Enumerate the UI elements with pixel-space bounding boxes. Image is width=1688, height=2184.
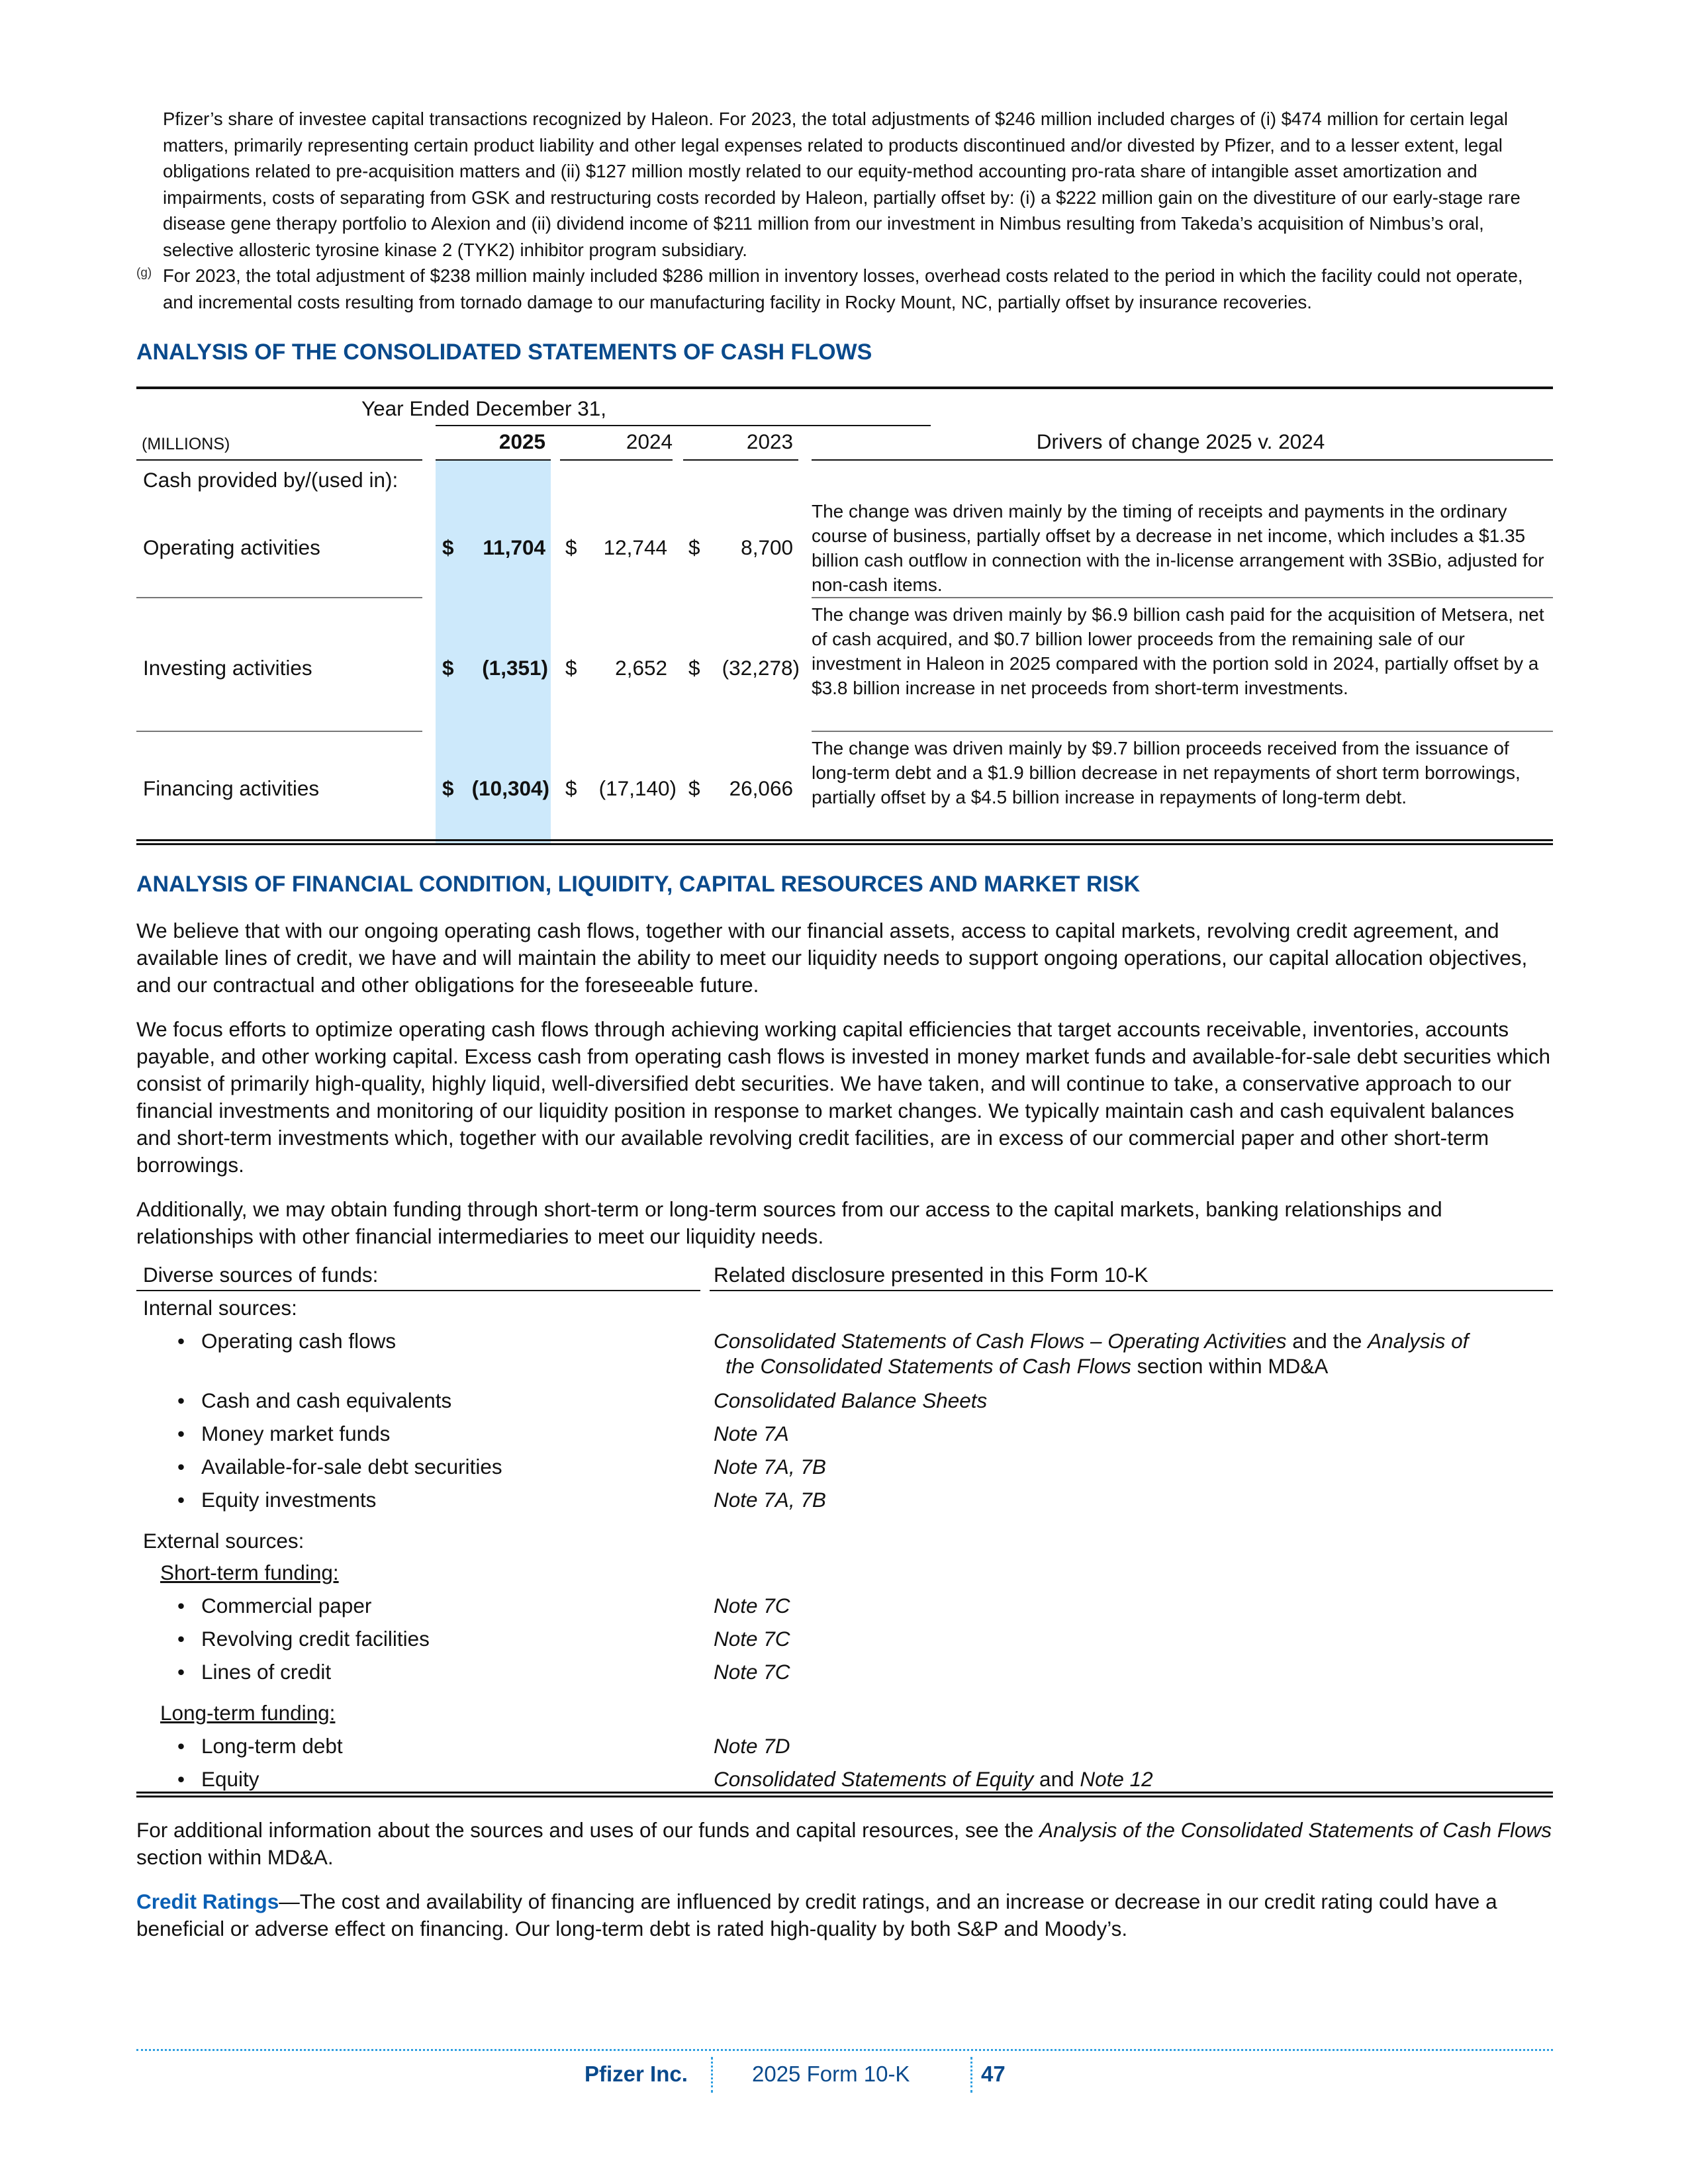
footnote-g: [136, 263, 1553, 315]
bullet: •: [177, 1767, 185, 1791]
ref-money-market-funds: [714, 1421, 789, 1446]
source-equity-investments: Equity investments: [201, 1488, 377, 1512]
table-bottom-rule: [136, 1796, 1553, 1797]
units-label: (MILLIONS): [142, 435, 230, 453]
ref-text: Consolidated Statements of Cash Flows – Operating Activities: [714, 1329, 1287, 1353]
ref-long-term-debt: [714, 1733, 790, 1758]
operating-driver: The change was driven mainly by the timing of receipts and payments in the ordinary course of business, partially offset by a decrease in net income, which includes a $1.35 billion cash outflow in connection with the in-license arrangement with 3SBio, adjusted for non-cash items.: [812, 501, 1544, 595]
ref-text: Note 7C: [714, 1627, 790, 1651]
bullet: •: [177, 1734, 185, 1758]
external-sources-label: External sources:: [143, 1529, 305, 1553]
footer-separator: [970, 2057, 972, 2093]
header-rule: [136, 459, 422, 461]
ref-text: Note 7A, 7B: [714, 1488, 826, 1512]
footer-page-number: 47: [981, 2062, 1006, 2086]
bullet: •: [177, 1660, 185, 1684]
ref-equity: [714, 1766, 1153, 1792]
operating-2024: 12,744: [603, 535, 667, 559]
bullet: •: [177, 1594, 185, 1617]
row-divider: [136, 731, 422, 732]
bullet: •: [177, 1388, 185, 1412]
financing-2024: (17,140): [598, 776, 677, 800]
bullet: •: [177, 1455, 185, 1479]
ref-text: Note 7D: [714, 1734, 790, 1758]
source-equity: Equity: [201, 1767, 259, 1791]
header-rule: [710, 1290, 1553, 1291]
text-run: Analysis of the Consolidated Statements of Cash Flows: [1039, 1818, 1552, 1842]
source-long-term-debt: Long-term debt: [201, 1734, 343, 1758]
operating-2025: 11,704: [483, 535, 545, 559]
financing-2023: 26,066: [729, 776, 793, 800]
ref-cash-equivalents: [714, 1388, 987, 1413]
section-label: Cash provided by/(used in):: [143, 468, 399, 492]
investing-driver: The change was driven mainly by $6.9 billion cash paid for the acquisition of Metsera, net of cash acquired, and $0.7 billion lower proceeds from the remaining sale of our investment in Haleon in 2025 compared with the portion sold in 2024, partially offset by a $3.8 billion increase in net proceeds from short-term investments.: [812, 604, 1544, 698]
footnote-marker: (g): [136, 266, 152, 280]
currency-sign: $: [442, 535, 454, 559]
text-run: section within MD&A.: [136, 1845, 334, 1869]
ref-revolving-credit: [714, 1626, 790, 1651]
ref-text: Consolidated Balance Sheets: [714, 1388, 988, 1412]
currency-sign: $: [688, 776, 700, 800]
row-label-operating: Operating activities: [143, 535, 320, 559]
drivers-header: Drivers of change 2025 v. 2024: [1036, 430, 1325, 453]
page-content: [136, 106, 1553, 1960]
currency-sign: $: [442, 656, 454, 680]
source-money-market-funds: Money market funds: [201, 1422, 391, 1445]
year-header-2024: 2024: [626, 430, 673, 453]
financing-2025: (10,304): [471, 776, 549, 800]
header-rule: [560, 459, 673, 461]
currency-sign: $: [442, 776, 454, 800]
text-run: For additional information about the sources and uses of our funds and capital resources, see the: [136, 1818, 1040, 1842]
credit-ratings-paragraph: [136, 1888, 1553, 1942]
row-divider: [136, 597, 422, 598]
ref-text: Note 7A: [714, 1422, 789, 1445]
footnote-continuation: [136, 106, 1553, 263]
ref-text: Note 7C: [714, 1660, 790, 1684]
ref-commercial-paper: [714, 1593, 790, 1618]
investing-2024: 2,652: [615, 656, 667, 680]
footnote-text: Pfizer’s share of investee capital transactions recognized by Haleon. For 2023, the total adjustments of $246 million included charges of (i) $474 million for certain legal matters, primarily representing certain product liability and other legal expenses related to products discontinued and/or divested by Pfizer, and to a lesser extent, legal obligations related to pre-acquisition matters and (ii) $127 million mostly related to our equity-method accounting pro-rata share of intangible asset amortization and impairments, costs of separating from GSK and restructuring costs recorded by Haleon, partially offset by: (i) a $222 million gain on the divestiture of our early-stage rare disease gene therapy portfolio to Alexion and (ii) dividend income of $211 million from our investment in Nimbus resulting from Takeda’s acquisition of Nimbus’s oral, selective allosteric tyrosine kinase 2 (TYK2) inhibitor program subsidiary.: [163, 109, 1521, 260]
ref-text: the Consolidated Statements of Cash Flows: [726, 1354, 1131, 1378]
operating-2023: 8,700: [741, 535, 793, 559]
period-underline: [436, 425, 931, 426]
closing-paragraph: [136, 1817, 1553, 1871]
source-cash-equivalents: Cash and cash equivalents: [201, 1388, 452, 1412]
source-revolving-credit: Revolving credit facilities: [201, 1627, 430, 1651]
ref-text: Analysis of: [1368, 1329, 1469, 1353]
currency-sign: $: [565, 656, 577, 680]
source-afs-debt: Available-for-sale debt securities: [201, 1455, 502, 1479]
ref-text: section within MD&A: [1131, 1354, 1329, 1378]
financing-driver: The change was driven mainly by $9.7 billion proceeds received from the issuance of long-term debt and a $1.9 billion decrease in net repayments of short term borrowings, partially offset by a $4.5 billion increase in repayments of long-term debt.: [812, 738, 1521, 807]
ref-lines-of-credit: [714, 1659, 790, 1684]
table-top-rule: [136, 387, 1553, 389]
investing-2025: (1,351): [482, 656, 548, 680]
ref-operating-cash-flows-cont: [726, 1353, 1328, 1379]
table-bottom-rule: [136, 839, 1553, 841]
row-label-financing: Financing activities: [143, 776, 320, 800]
footer-separator: [711, 2057, 713, 2093]
year-header-2023: 2023: [746, 430, 793, 453]
sources-of-funds-table: [136, 1261, 1553, 1797]
currency-sign: $: [565, 776, 577, 800]
col-header-sources: Diverse sources of funds:: [143, 1263, 379, 1287]
footer-rule: [136, 2049, 1553, 2051]
ref-text: and the: [1286, 1329, 1368, 1353]
ref-equity-investments: [714, 1487, 826, 1512]
source-lines-of-credit: Lines of credit: [201, 1660, 332, 1684]
bullet: •: [177, 1329, 185, 1353]
header-rule: [436, 459, 551, 461]
paragraph: We believe that with our ongoing operating cash flows, together with our financial assets, access to capital markets, revolving credit agreement, and available lines of credit, we have and will maintain the ability to meet our liquidity needs to support ongoing operations, our capital allocation objectives, and our contractual and other obligations for the foreseeable future.: [136, 919, 1528, 997]
row-divider: [812, 731, 1553, 732]
internal-sources-label: Internal sources:: [143, 1296, 297, 1320]
text-run: —The cost and availability of financing are influenced by credit ratings, and an increase or decrease in our credit rating could have a beneficial or adverse effect on financing. Our long-term debt is rated high-quality by both S&P and Moody’s.: [136, 1889, 1497, 1940]
table-bottom-rule: [136, 1792, 1553, 1794]
header-rule: [136, 1290, 700, 1291]
short-term-funding-label: Short-term funding:: [160, 1561, 339, 1584]
footer-company: Pfizer Inc.: [585, 2062, 688, 2086]
ref-text: Note 7A, 7B: [714, 1455, 826, 1479]
section-heading-financial-condition: ANALYSIS OF FINANCIAL CONDITION, LIQUIDITY, CAPITAL RESOURCES AND MARKET RISK: [136, 872, 1141, 897]
ref-text: Note 12: [1080, 1767, 1153, 1791]
section-heading-cash-flows: ANALYSIS OF THE CONSOLIDATED STATEMENTS OF CASH FLOWS: [136, 340, 872, 365]
source-commercial-paper: Commercial paper: [201, 1594, 372, 1617]
bullet: •: [177, 1422, 185, 1445]
investing-2023: (32,278): [722, 656, 800, 680]
ref-operating-cash-flows: [714, 1328, 1468, 1353]
bullet: •: [177, 1488, 185, 1512]
source-operating-cash-flows: Operating cash flows: [201, 1329, 397, 1353]
currency-sign: $: [565, 535, 577, 559]
paragraph: Additionally, we may obtain funding through short-term or long-term sources from our access to the capital markets, banking relationships and relationships with other financial intermediaries to meet our liquidity needs.: [136, 1197, 1442, 1248]
table-bottom-rule: [136, 843, 1553, 845]
cash-flows-table: [136, 387, 1553, 846]
paragraph: We focus efforts to optimize operating cash flows through achieving working capital efficiencies that target accounts receivable, inventories, accounts payable, and other working capital. Excess cash from operating cash flows is invested in money market funds and available-for-sale debt securities which consist of primarily high-quality, highly liquid, well-diversified debt securities. We have taken, and will continue to take, a conservative approach to our financial investments and monitoring of our liquidity position in response to market changes. We typically maintain cash and cash equivalent balances and short-term investments which, together with our available revolving credit facilities, are in excess of our commercial paper and other short-term borrowings.: [136, 1017, 1551, 1177]
credit-ratings-label: Credit Ratings: [136, 1889, 279, 1913]
currency-sign: $: [688, 535, 700, 559]
bullet: •: [177, 1627, 185, 1651]
long-term-funding-label: Long-term funding:: [160, 1701, 336, 1725]
row-divider: [812, 597, 1553, 598]
ref-text: Note 7C: [714, 1594, 790, 1617]
row-label-investing: Investing activities: [143, 656, 312, 680]
currency-sign: $: [688, 656, 700, 680]
header-rule: [683, 459, 798, 461]
footer-form: 2025 Form 10-K: [752, 2062, 910, 2086]
period-header: Year Ended December 31,: [361, 396, 607, 420]
footnote-text: For 2023, the total adjustment of $238 million mainly included $286 million in inventory losses, overhead costs related to the period in which the facility could not operate, and incremental costs resulting from tornado damage to our manufacturing facility in Rocky Mount, NC, partially offset by insurance recoveries.: [163, 265, 1523, 312]
year-header-2025: 2025: [498, 430, 545, 453]
header-rule: [812, 459, 1553, 461]
ref-text: Consolidated Statements of Equity: [714, 1767, 1034, 1791]
col-header-disclosure: Related disclosure presented in this Form 10-K: [714, 1263, 1149, 1287]
ref-afs-debt: [714, 1454, 826, 1479]
ref-text: and: [1033, 1767, 1080, 1791]
